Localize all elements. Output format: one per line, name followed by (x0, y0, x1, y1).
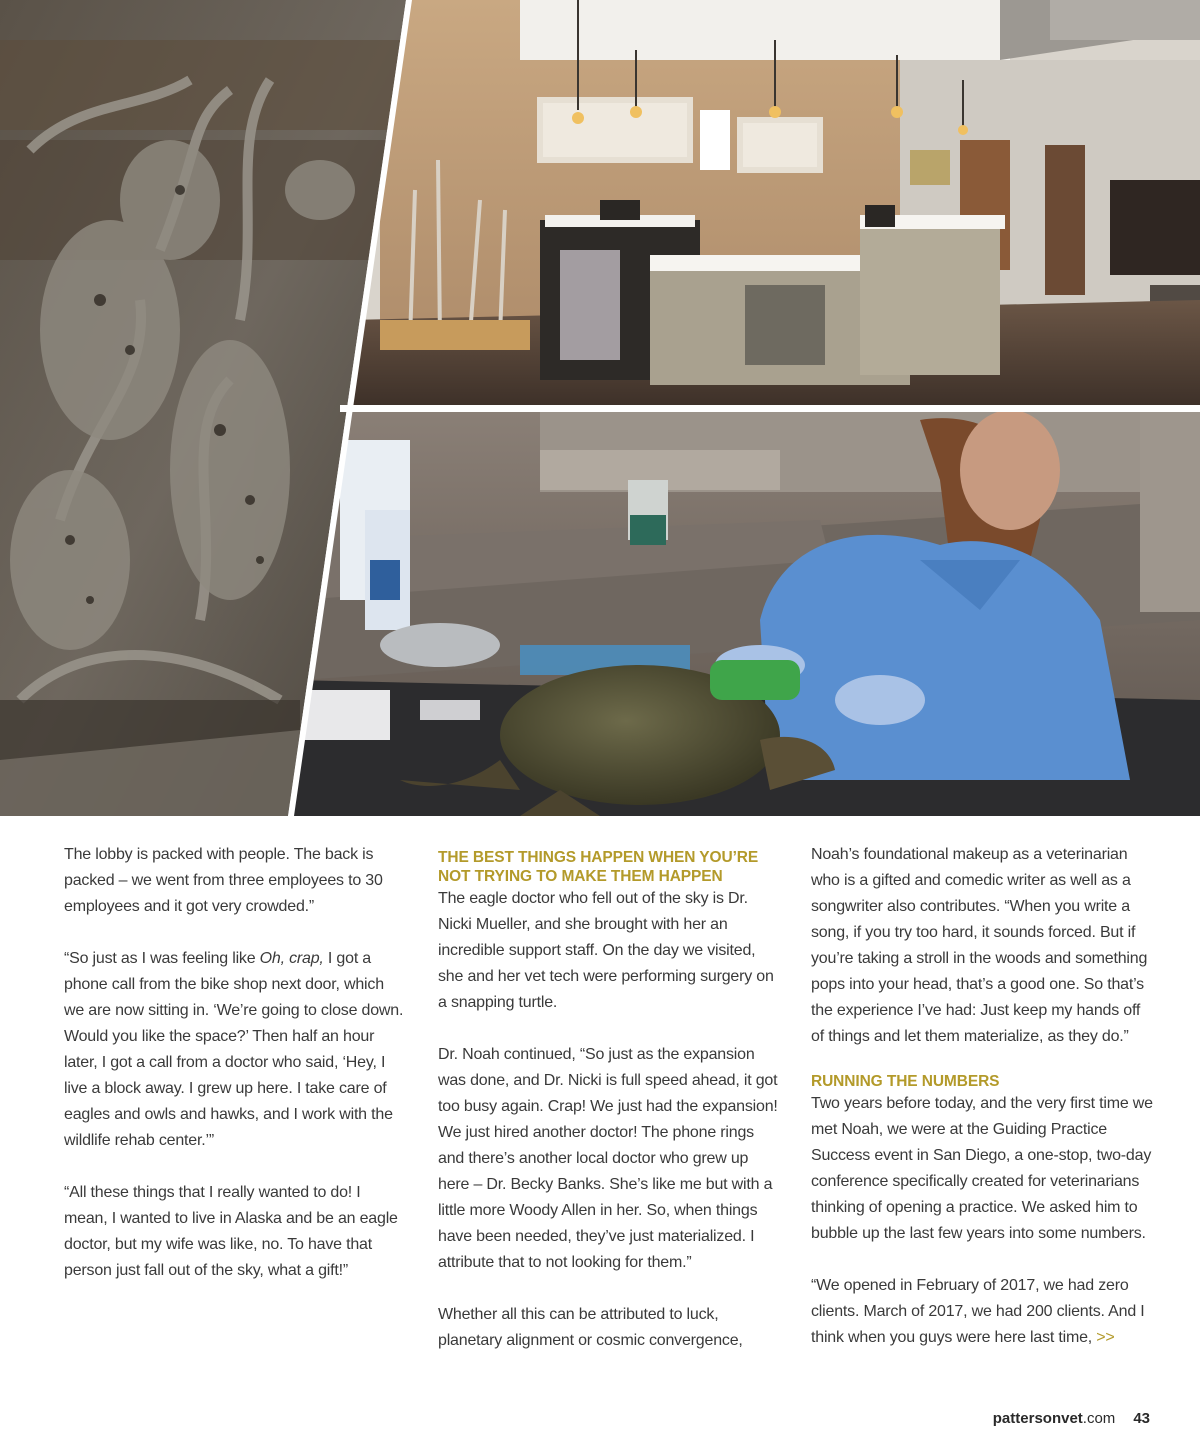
column3-paragraph-3 (811, 1273, 1153, 1351)
page-footer (993, 1410, 1150, 1427)
column3-paragraph-1: Noah’s foundational makeup as a veterinarian who is a gifted and comedic writer as well as a songwriter also contributes. “When you write a song, if you try too hard, it sounds forced. But if you’re taking a stroll in the woods and something pops into your head, that’s a good one. So that’s the experience I’ve had: Just keep my hands off of things and let them materialize, as they do.” (811, 846, 1148, 1045)
column1-paragraph-3: “All these things that I really wanted to do! I mean, I wanted to live in Alaska and be an eagle doctor, but my wife was like, no. To have that person just fall out of the sky, what a gift!” (64, 1184, 398, 1279)
column1-paragraph-1: The lobby is packed with people. The back is packed – we went from three employees to 30 employees and it got very crowded.” (64, 846, 383, 915)
column1-p2-start: “So just as I was feeling like (64, 950, 260, 967)
article-column-2 (438, 842, 782, 1380)
section-heading-running-numbers: RUNNING THE NUMBERS (811, 1073, 1000, 1090)
footer-site-suffix: .com (1082, 1410, 1116, 1427)
column1-paragraph-2 (64, 946, 408, 1154)
column3-paragraph-2: Two years before today, and the very first time we met Noah, we were at the Guiding Practice Success event in San Diego, a one-stop, two-day conference specifically created for veterinarians thinking of opening a practice. We asked him to bubble up the last few years into some numbers. (811, 1095, 1153, 1242)
article-column-1 (64, 842, 408, 1310)
footer-site-name: pattersonvet (992, 1410, 1083, 1427)
turtle-surgery-photo (290, 410, 1200, 816)
column2-paragraph-1: The eagle doctor who fell out of the sky is Dr. Nicki Mueller, and she brought with her an incredible support staff. On the day we visited, she and her vet tech were performing surgery on a snapping turtle. (438, 890, 774, 1011)
section-heading-best-things: THE BEST THINGS HAPPEN WHEN YOU’RE NOT TRYING TO MAKE THEM HAPPEN (438, 849, 759, 885)
column1-p2-italic: Oh, crap, (259, 950, 324, 967)
page-number: 43 (1133, 1410, 1150, 1427)
column2-paragraph-3: Whether all this can be attributed to luck, planetary alignment or cosmic convergence, (438, 1306, 743, 1349)
column1-p2-end: I got a phone call from the bike shop next door, which we are now sitting in. ‘We’re going to close down. Would you like the space?’ Then half an hour later, I got a call from a doctor who said, ‘Hey, I live a block away. I grew up here. I take care of eagles and owls and hawks, and I work with the wildlife rehab center.’” (64, 950, 404, 1149)
article-column-3 (811, 842, 1153, 1377)
column2-paragraph-2: Dr. Noah continued, “So just as the expansion was done, and Dr. Nicki is full speed ahead, it got too busy again. Crap! We just had the expansion! We just hired another doctor! The phone rings and there’s another local doctor who grew up here – Dr. Becky Banks. She’s like me but with a little more Woody Allen in her. So, when things have been needed, they’ve just materialized. I attribute that to not looking for them.” (438, 1046, 778, 1271)
lobby-photo (350, 0, 1200, 405)
continue-arrow-icon: >> (1096, 1329, 1115, 1346)
column3-p3-text: “We opened in February of 2017, we had zero clients. March of 2017, we had 200 clients. And I think when you guys were here last time, (811, 1277, 1145, 1346)
